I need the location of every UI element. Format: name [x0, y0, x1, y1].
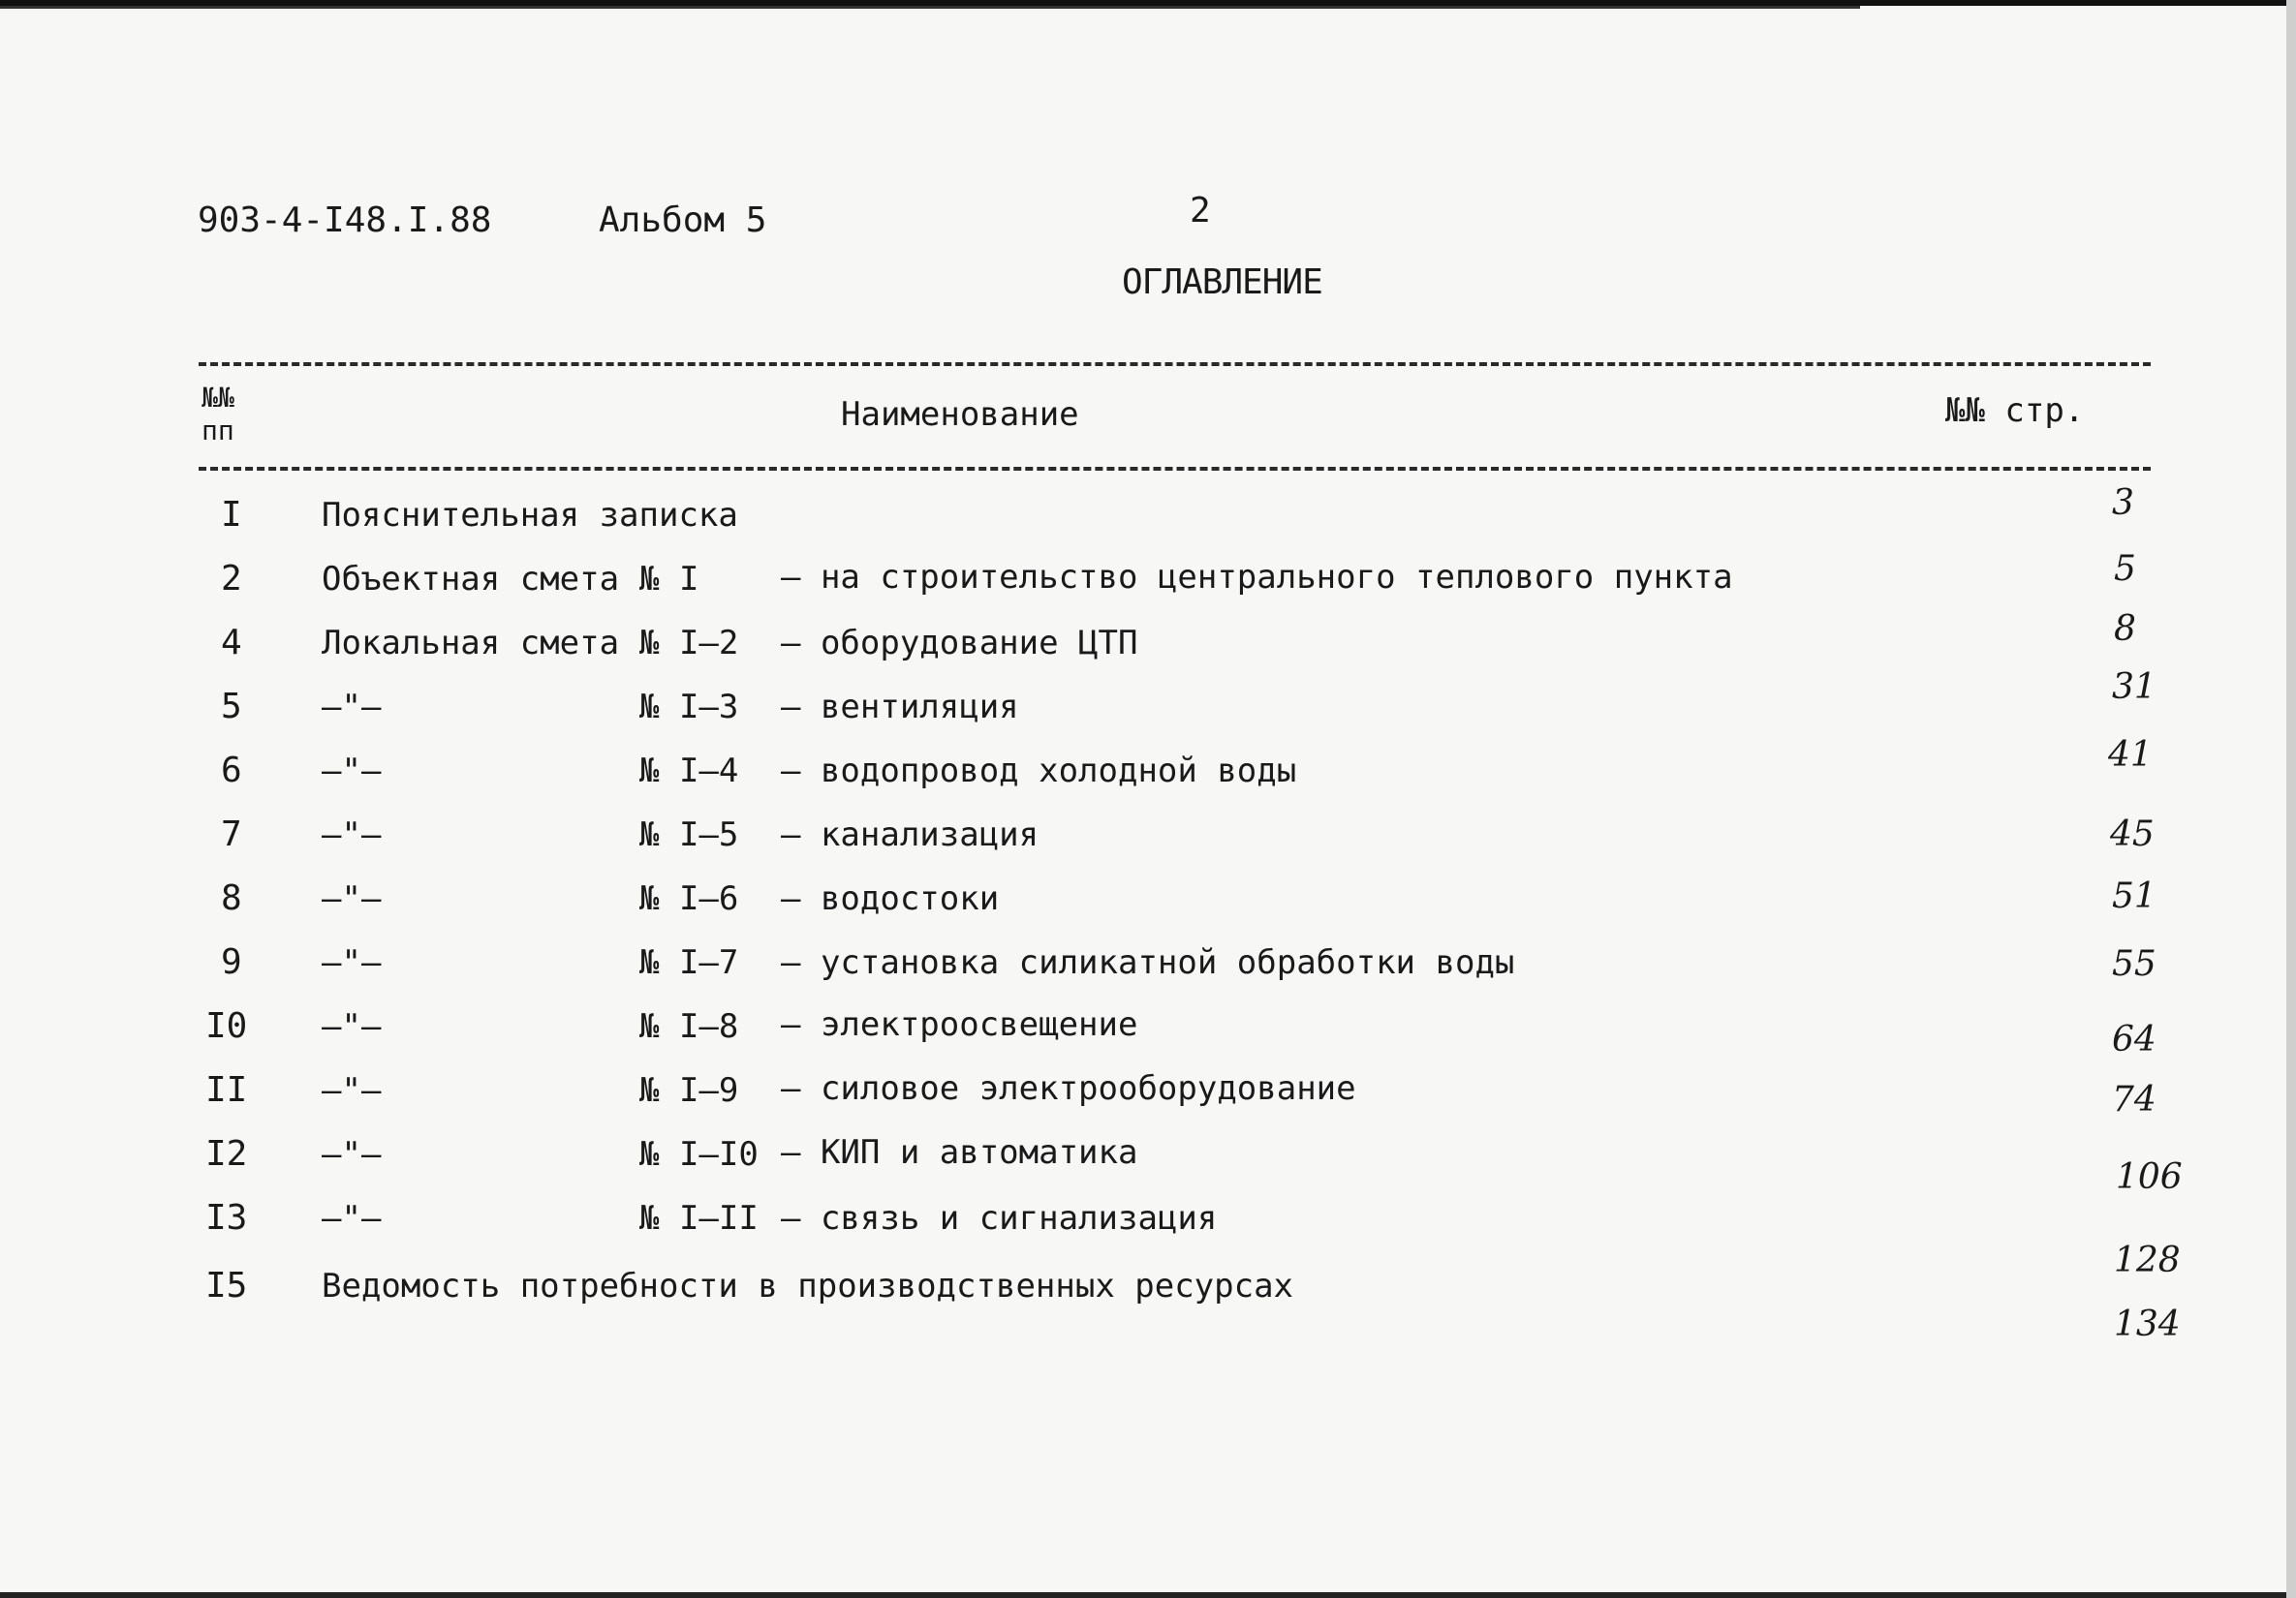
col-header-num-line2: пп	[202, 415, 234, 446]
row-name-ditto: –"–	[322, 943, 382, 982]
row-desc: – силовое электрооборудование	[781, 1069, 1356, 1108]
row-num: 7	[221, 814, 242, 854]
row-ref: № I–9	[639, 1071, 739, 1110]
page-ref: 55	[2112, 944, 2156, 984]
row-desc: – КИП и автоматика	[781, 1133, 1138, 1172]
page-ref: 3	[2112, 483, 2134, 523]
row-name-ditto: –"–	[322, 815, 382, 854]
row-desc: – электроосвещение	[781, 1005, 1138, 1044]
row-num: I2	[205, 1134, 248, 1174]
row-ref: № I–6	[639, 879, 739, 918]
row-name: Пояснительная записка	[322, 496, 738, 535]
page-ref: 41	[2108, 735, 2153, 775]
row-num: I3	[205, 1198, 248, 1238]
page-ref: 134	[2114, 1305, 2181, 1344]
row-num: 8	[221, 878, 242, 918]
album-label: Альбом 5	[599, 200, 767, 240]
row-name-ditto: –"–	[322, 1007, 382, 1046]
row-desc: – водостоки	[781, 879, 1000, 918]
page-ref: 8	[2114, 609, 2136, 649]
row-desc: – вентиляция	[781, 688, 1019, 726]
row-name-ditto: –"–	[322, 752, 382, 790]
row-desc: – оборудование ЦТП	[781, 624, 1138, 662]
row-name: Объектная смета	[322, 560, 620, 599]
scan-edge-right	[2286, 0, 2296, 1598]
row-ref: № I–3	[639, 688, 739, 726]
row-ref: № I–4	[639, 752, 739, 790]
row-num: 4	[221, 623, 242, 662]
row-num: II	[205, 1070, 248, 1110]
row-ref: № I–II	[639, 1199, 759, 1238]
row-ref: № I–7	[639, 943, 739, 982]
row-ref: № I–8	[639, 1007, 739, 1046]
row-ref: № I–I0	[639, 1135, 759, 1174]
table-header-rule	[199, 467, 2151, 471]
row-num: 2	[221, 559, 242, 599]
page-ref: 5	[2114, 549, 2136, 589]
row-num: 6	[221, 751, 242, 790]
row-ref: № I	[639, 560, 699, 599]
page-title: ОГЛАВЛЕНИЕ	[1122, 262, 1322, 302]
page-ref: 51	[2112, 876, 2156, 916]
row-num: I	[221, 495, 242, 535]
page-ref: 106	[2116, 1157, 2183, 1197]
row-desc: – на строительство центрального теплового пункта	[781, 558, 1733, 597]
page-ref: 128	[2114, 1241, 2181, 1280]
scan-edge-top-shadow	[0, 6, 1860, 9]
row-name: Ведомость потребности в производственных ресурсах	[322, 1267, 1294, 1306]
row-num: 9	[221, 942, 242, 982]
row-name-ditto: –"–	[322, 879, 382, 918]
row-desc: – водопровод холодной воды	[781, 752, 1297, 790]
row-name-ditto: –"–	[322, 1199, 382, 1238]
row-ref: № I–5	[639, 815, 739, 854]
row-num: I0	[205, 1006, 248, 1046]
col-header-num-line1: №№	[202, 382, 234, 414]
row-name-ditto: –"–	[322, 1135, 382, 1174]
row-num: I5	[205, 1266, 248, 1306]
table-top-rule	[199, 362, 2151, 366]
scan-edge-bottom	[0, 1592, 2296, 1598]
row-num: 5	[221, 687, 242, 726]
page-ref: 31	[2112, 667, 2156, 707]
row-desc: – связь и сигнализация	[781, 1199, 1218, 1238]
page-ref: 74	[2112, 1080, 2156, 1120]
document-code: 903-4-I48.I.88	[198, 200, 492, 240]
col-header-page: №№ стр.	[1945, 391, 2085, 430]
row-ref: № I–2	[639, 624, 739, 662]
col-header-name: Наименование	[841, 395, 1079, 434]
row-name-ditto: –"–	[322, 1071, 382, 1110]
row-desc: – установка силикатной обработки воды	[781, 943, 1515, 982]
row-name: Локальная смета	[322, 624, 620, 662]
page-number: 2	[1190, 191, 1211, 230]
page-ref: 45	[2110, 814, 2155, 854]
page-ref: 64	[2112, 1020, 2156, 1060]
row-desc: – канализация	[781, 815, 1039, 854]
row-name-ditto: –"–	[322, 688, 382, 726]
